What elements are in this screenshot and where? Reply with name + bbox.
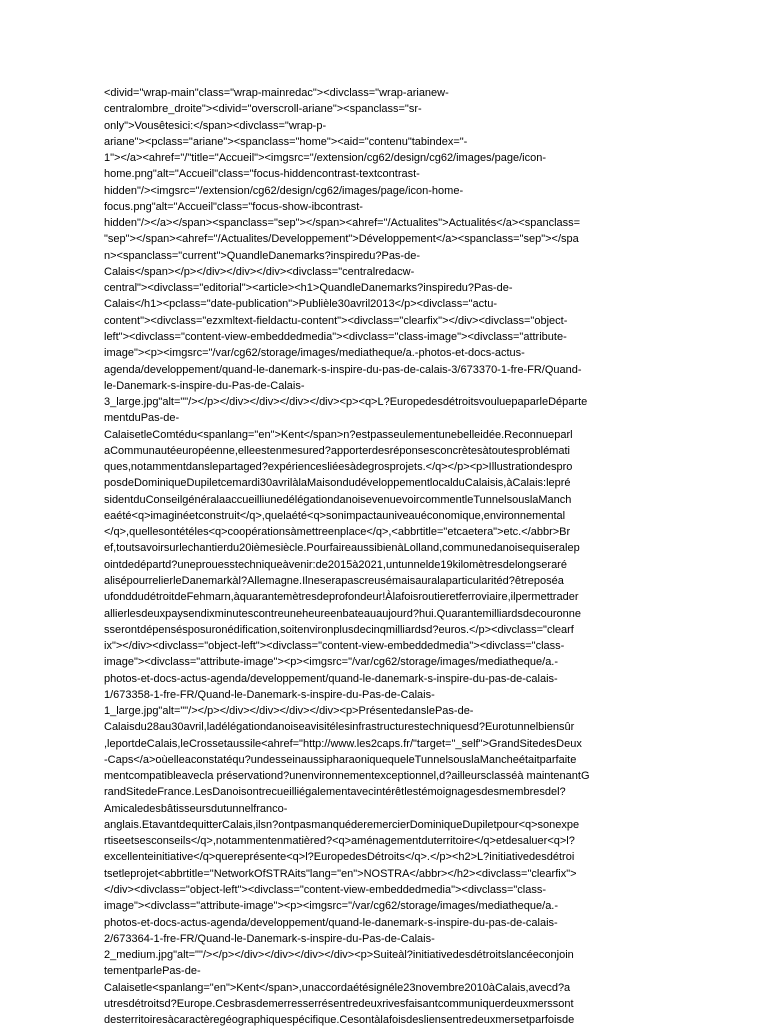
document-body — [104, 85, 670, 1028]
text-line: agenda/developpement/quand-le-danemark-s-inspire-du-pas-de-calais-3/673370-1-fre-FR/Quand- — [104, 363, 582, 376]
text-line: left"><divclass="content-view-embeddedmedia"><divclass="class-image"><divclass="attribute- — [104, 330, 567, 343]
text-line: image"><p><imgsrc="/var/cg62/storage/images/mediatheque/a.-photos-et-docs-actus- — [104, 347, 525, 360]
text-line: hidden"/></a></span><spanclass="sep"></span><ahref="/Actualites">Actualités</a><spanclass= — [104, 217, 581, 230]
text-line: ix"></div><divclass="object-left"><divclass="content-view-embeddedmedia"><divclass="class- — [104, 640, 565, 653]
text-line: utresdétroitsd?Europe.Cesbrasdemerresserrésentredeuxrivesfaisantcommuniquerdeuxmerssont — [104, 997, 574, 1010]
text-line: 2/673364-1-fre-FR/Quand-le-Danemark-s-inspire-du-Pas-de-Calais- — [104, 932, 435, 945]
text-line: "sep"></span><ahref="/Actualites/Developpement">Développement</a><spanclass="sep"></spa — [104, 233, 579, 246]
text-line: desterritoiresàcaractèregéographiquespécifique.Cesontàlafoisdesliensentredeuxmersetparfoisde — [104, 1014, 575, 1027]
text-line: Calais</h1><pclass="date-publication">Publièle30avril2013</p><divclass="actu- — [104, 298, 497, 311]
text-line: CalaisetleComtédu<spanlang="en">Kent</span>n?estpasseulementunebelleidée.Reconnueparl — [104, 428, 573, 441]
text-line: image"><divclass="attribute-image"><p><imgsrc="/var/cg62/storage/images/mediatheque/a.- — [104, 900, 559, 913]
text-line: aCommunautéeuropéenne,elleestenmesured?apporterdesréponsesconcrètesàtoutesproblémati — [104, 444, 570, 457]
text-line: home.png"alt="Accueil"class="focus-hiddencontrast-textcontrast- — [104, 168, 420, 181]
text-line: n><spanclass="current">QuandleDanemarks?inspiredu?Pas-de- — [104, 249, 420, 262]
text-line: 1/673358-1-fre-FR/Quand-le-Danemark-s-inspire-du-Pas-de-Calais- — [104, 688, 435, 701]
text-line: ariane"><pclass="ariane"><spanclass="home"><aid="contenu"tabindex="- — [104, 135, 468, 148]
text-line: only">Vousêtesici:</span><divclass="wrap-p- — [104, 119, 327, 132]
text-line: sidentduConseilgénéralaaccueilliunedélégationdanoisevenuevoircommentleTunnelsouslaManch — [104, 493, 572, 506]
text-line: <divid="wrap-main"class="wrap-mainredac"><divclass="wrap-arianew- — [104, 87, 449, 99]
text-line: ointdedépartd?uneprouesstechniqueàvenir:de2015à2021,untunnelde19kilomètresdelongseraré — [104, 558, 567, 571]
text-line: mentcompatibleavecla préservationd?unenvironnementexceptionnel,d?ailleursclasséà maintenantG — [104, 770, 590, 783]
text-line: alisépourrelierleDanemarkàl?Allemagne.Ilneserapascreusémaisauralaparticularitéd?êtreposéa — [104, 574, 564, 587]
text-line: photos-et-docs-actus-agenda/developpement/quand-le-danemark-s-inspire-du-pas-de-calais- — [104, 672, 558, 685]
text-line: centralombre_droite"><divid="overscroll-ariane"><spanclass="sr- — [104, 103, 422, 116]
text-line: Amicaledesbâtisseursdutunnelfranco- — [104, 802, 288, 815]
text-line: ,leportdeCalais,leCrossetaussile<ahref="http://www.les2caps.fr/"target="_self">GrandSitedesDeux — [104, 737, 582, 750]
text-line: ufonddudétroitdeFehmarn,àquarantemètresdeprofondeur!Àlafoisroutieretferroviaire,ilpermettrader — [104, 591, 579, 604]
text-line: focus.png"alt="Accueil"class="focus-show-ibcontrast- — [104, 200, 363, 213]
text-line: anglais.EtavantdequitterCalais,ilsn?ontpasmanquéderemercierDominiqueDupiletpour<q>sonexpe — [104, 818, 580, 831]
text-line: image"><divclass="attribute-image"><p><imgsrc="/var/cg62/storage/images/mediatheque/a.- — [104, 656, 559, 669]
text-line: Calaisdu28au30avril,ladélégationdanoiseavisitélesinfrastructurestechniquesd?Eurotunnelbiensûr — [104, 721, 575, 734]
text-line: -Caps</a>oùelleaconstatéqu?undesseinaussipharaoniquequeleTunnelsouslaMancheétaitparfaite — [104, 753, 577, 766]
text-line: hidden"/><imgsrc="/extension/cg62/design/cg62/images/page/icon-home- — [104, 184, 464, 197]
text-line: </q>,quellesontétéles<q>coopérationsàmettreenplace</q>,<abbrtitle="etcaetera">etc.</abbr>Br — [104, 526, 571, 539]
text-line: 2_medium.jpg"alt=""/></p></div></div></div></div><p>Suiteàl?initiativedesdétroitslancéeconjoin — [104, 949, 574, 962]
text-line: Calais</span></p></div></div></div><divclass="centralredacw- — [104, 265, 415, 278]
text-line: photos-et-docs-actus-agenda/developpement/quand-le-danemark-s-inspire-du-pas-de-calais- — [104, 916, 558, 929]
text-line: ef,toutsavoirsurlechantierdu20ièmesiècle.PourfaireaussibienàLolland,communedanoisequiseralep — [104, 542, 580, 555]
text-line: Calaisetle<spanlang="en">Kent</span>,unaccordaétésignéle23novembre2010àCalais,avecd?a — [104, 981, 571, 994]
text-line: tsetleprojet<abbrtitle="NetworkOfSTRAits"lang="en">NOSTRA</abbr></h2><divclass="clearfix"> — [104, 867, 577, 880]
text-line: content"><divclass="ezxmltext-fieldactu-content"><divclass="clearfix"></div><divclass="object- — [104, 314, 568, 327]
text-line: eaété<q>imaginéetconstruit</q>,quelaété<q>sonimpactauniveauéconomique,environnemental — [104, 509, 566, 522]
text-line: ques,notammentdanslepartaged?expériencesliéesàdegrosprojets.</q></p><p>Illustrationdespro — [104, 461, 573, 474]
text-line: excellenteinitiative</q>quereprésente<q>l?EuropedesDétroits</q>.</p><h2>L?initiativedesdétroi — [104, 851, 575, 864]
text-line: rtiseetsesconseils</q>,notammentenmatièred?<q>aménagementduterritoire</q>etdesaluer<q>l? — [104, 835, 575, 848]
text-line: 3_large.jpg"alt=""/></p></div></div></div></div><p><q>L?EuropedesdétroitsvouluepaparleDéparte — [104, 396, 588, 409]
text-line: posdeDominiqueDupiletcemardi30avrilàlaMaisondudéveloppementlocalduCalaisis,àCalais:lepré — [104, 477, 571, 490]
text-line: 1_large.jpg"alt=""/></p></div></div></div></div><p>PrésentedanslePas-de- — [104, 705, 474, 718]
text-line: 1"></a><ahref="/"title="Accueil"><imgsrc="/extension/cg62/design/cg62/images/page/icon- — [104, 152, 547, 165]
text-line: randSitedeFrance.LesDanoisontrecueilliégalementavecintérêtlestémoignagesdesmembresdel? — [104, 786, 566, 799]
text-line: mentduPas-de- — [104, 412, 180, 425]
text-line: </div><divclass="object-left"><divclass="content-view-embeddedmedia"><divclass="class- — [104, 884, 547, 897]
text-line: tementparlePas-de- — [104, 965, 201, 978]
text-line: le-Danemark-s-inspire-du-Pas-de-Calais- — [104, 379, 305, 392]
text-line: central"><divclass="editorial"><article><h1>QuandleDanemarks?inspiredu?Pas-de- — [104, 282, 513, 295]
text-line: allierlesdeuxpaysendixminutescontreuneheureenbateauaujourd?hui.Quarantemilliardsdecouronne — [104, 607, 581, 620]
text-line: sserontdépensésposuronédification,soitenvironplusdecinqmilliardsd?euros.</p><divclass="clearf — [104, 623, 574, 636]
